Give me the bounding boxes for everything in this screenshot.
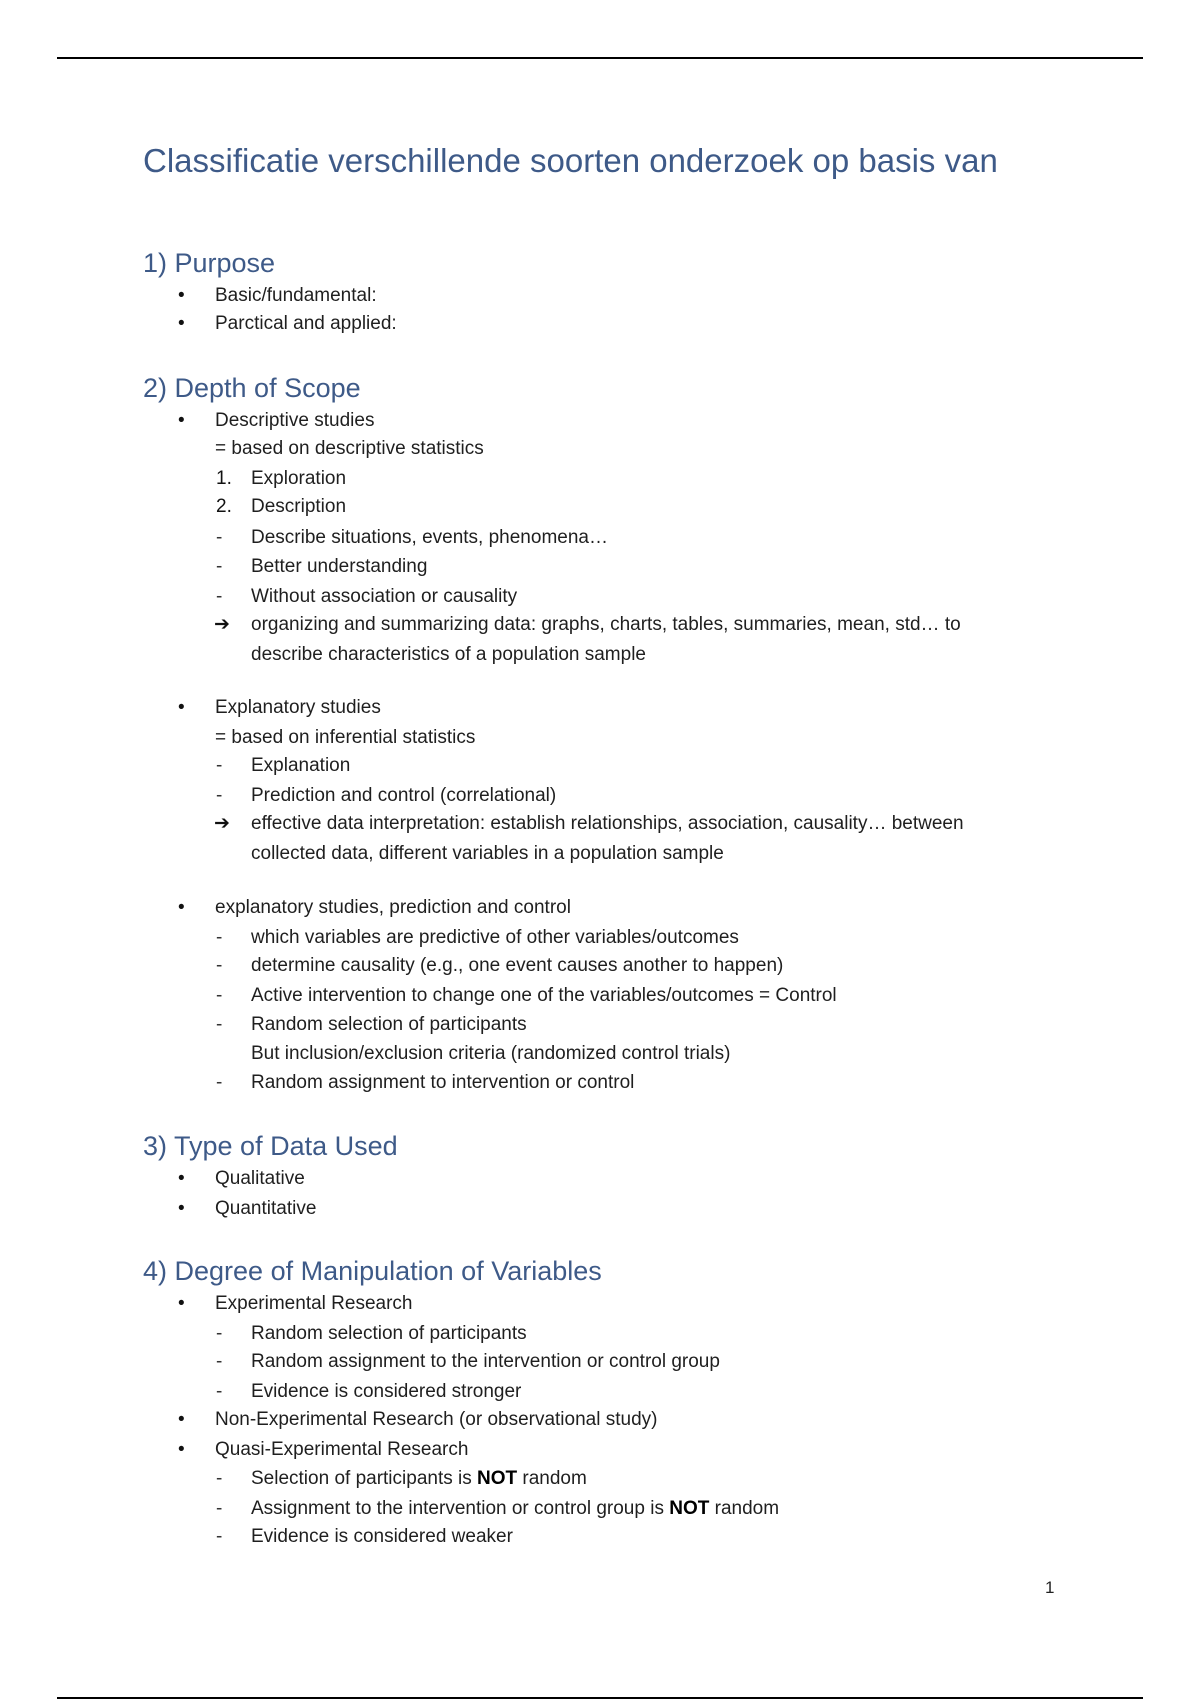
dash-marker: - [216,927,223,948]
text-run: Assignment to the intervention or control group is [251,1498,664,1519]
footer-rule [57,1697,1143,1699]
list-item: Basic/fundamental: [215,285,377,306]
dash-marker: - [216,1498,223,1519]
dash-marker: - [216,586,223,607]
dash-marker: - [216,955,223,976]
dash-item: Evidence is considered stronger [251,1381,522,1402]
dash-marker: - [216,1323,223,1344]
dash-marker: - [216,1468,223,1489]
section-heading-purpose: 1) Purpose [143,248,276,278]
list-item: Experimental Research [215,1293,413,1314]
arrow-item-continuation: describe characteristics of a population sample [251,644,646,665]
definition-line: = based on descriptive statistics [215,438,484,459]
dash-marker: - [216,556,223,577]
bullet-marker: • [178,1198,185,1219]
arrow-item: effective data interpretation: establish relationships, association, causality… between [251,813,964,834]
document-title: Classificatie verschillende soorten onderzoek op basis van [143,142,998,179]
definition-line: = based on inferential statistics [215,727,476,748]
list-item: Explanatory studies [215,697,381,718]
list-item: Descriptive studies [215,410,375,431]
dash-marker: - [216,1072,223,1093]
dash-marker: - [216,1014,223,1035]
list-item: Quantitative [215,1198,317,1219]
dash-item: Random assignment to the intervention or control group [251,1351,720,1372]
dash-marker: - [216,1526,223,1547]
dash-marker: - [216,785,223,806]
arrow-icon: ➔ [214,813,230,834]
bullet-marker: • [178,410,185,431]
dash-item: Random selection of participants [251,1323,527,1344]
numbered-item: Exploration [251,468,347,489]
bullet-marker: • [178,1409,185,1430]
dash-marker: - [216,755,223,776]
text-run: random [522,1468,587,1489]
bullet-marker: • [178,1293,185,1314]
dash-marker: - [216,985,223,1006]
dash-marker: - [216,1351,223,1372]
bullet-marker: • [178,897,185,918]
dash-item [251,1467,587,1491]
text-run: random [714,1498,780,1519]
bullet-marker: • [178,285,185,306]
section-heading-type-of-data: 3) Type of Data Used [143,1131,398,1161]
number-marker: 1. [216,468,232,489]
list-item: explanatory studies, prediction and control [215,897,571,918]
dash-marker: - [216,1381,223,1402]
bullet-marker: • [178,1439,185,1460]
arrow-item-continuation: collected data, different variables in a population sample [251,843,724,864]
dash-item: Active intervention to change one of the variables/outcomes = Control [251,985,837,1006]
dash-item: Describe situations, events, phenomena… [251,527,608,548]
dash-item: Explanation [251,755,351,776]
dash-item: Random assignment to intervention or control [251,1072,635,1093]
text-run: Selection of participants is [251,1468,472,1489]
bullet-marker: • [178,313,185,334]
list-item: Quasi-Experimental Research [215,1439,469,1460]
numbered-item: Description [251,496,347,517]
dash-item [251,1497,779,1521]
dash-item: Prediction and control (correlational) [251,785,557,806]
section-heading-manipulation: 4) Degree of Manipulation of Variables [143,1256,602,1286]
emphasis-not: NOT [477,1468,518,1489]
dash-item: Better understanding [251,556,428,577]
section-heading-depth-of-scope: 2) Depth of Scope [143,373,361,403]
list-item: Qualitative [215,1168,305,1189]
number-marker: 2. [216,496,232,517]
page-number: 1 [1045,1578,1055,1597]
arrow-item: organizing and summarizing data: graphs, charts, tables, summaries, mean, std… to [251,614,961,635]
bullet-marker: • [178,1168,185,1189]
list-item: Parctical and applied: [215,313,397,334]
dash-item-continuation: But inclusion/exclusion criteria (randomized control trials) [251,1043,731,1064]
header-rule [57,57,1143,59]
arrow-icon: ➔ [214,614,230,635]
dash-item: determine causality (e.g., one event causes another to happen) [251,955,784,976]
emphasis-not: NOT [669,1498,710,1519]
dash-item: Random selection of participants [251,1014,527,1035]
bullet-marker: • [178,697,185,718]
dash-item: Evidence is considered weaker [251,1526,513,1547]
dash-item: Without association or causality [251,586,518,607]
list-item: Non-Experimental Research (or observational study) [215,1409,658,1430]
dash-marker: - [216,527,223,548]
dash-item: which variables are predictive of other variables/outcomes [251,927,739,948]
